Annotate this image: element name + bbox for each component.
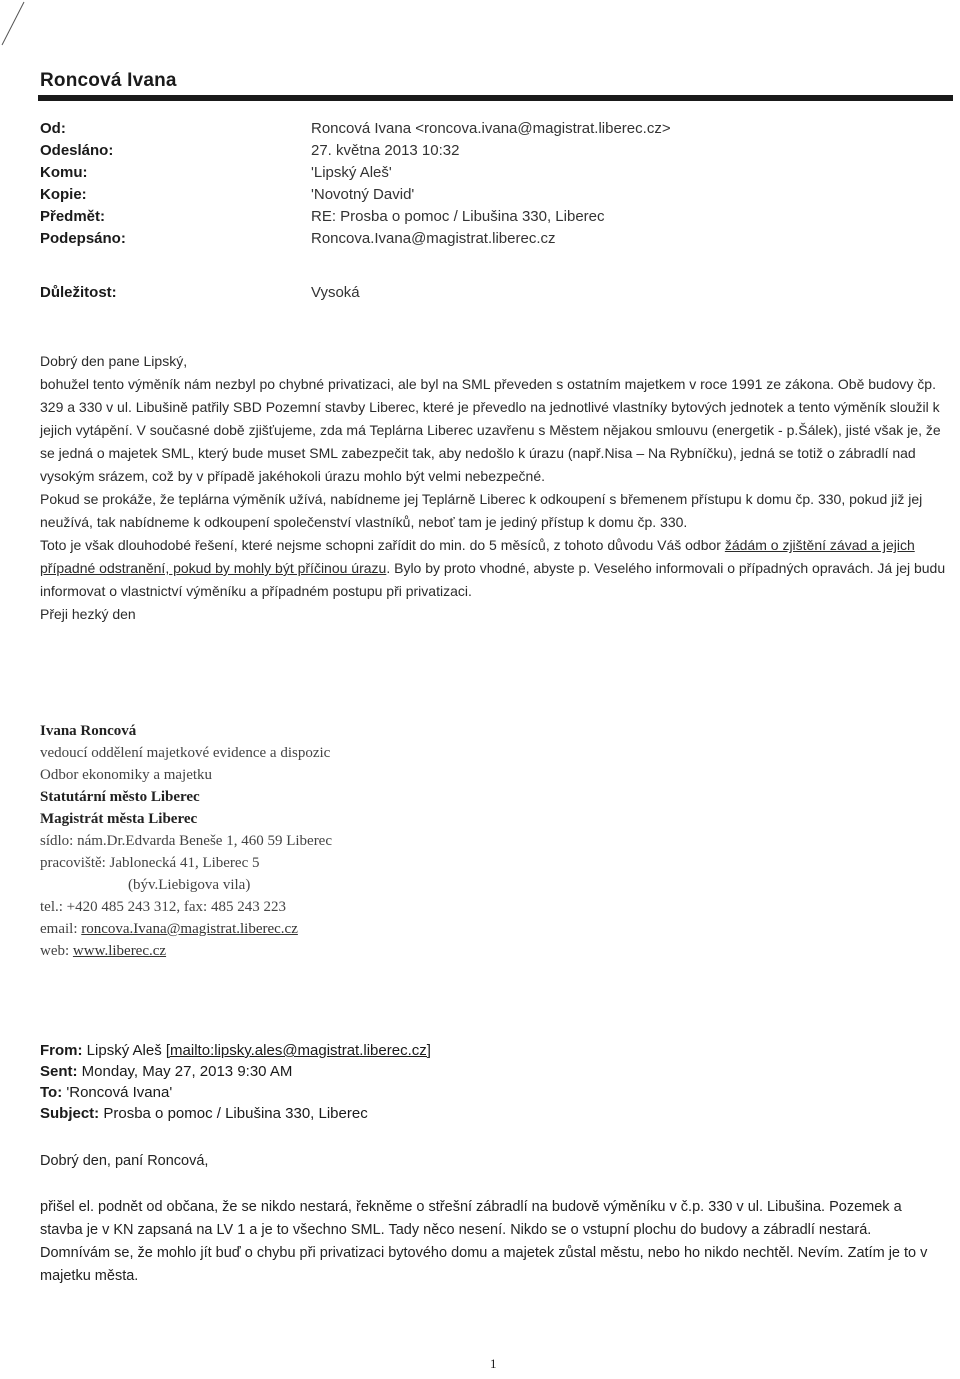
forwarded-header	[40, 1040, 940, 1124]
from-value: Lipský Aleš	[86, 1042, 162, 1059]
reply-greeting: Dobrý den pane Lipský,	[40, 353, 188, 369]
subject-label: Subject:	[40, 1105, 100, 1122]
header-value: Vysoká	[311, 284, 360, 301]
sent-value: Monday, May 27, 2013 9:30 AM	[81, 1063, 293, 1080]
signature-workplace-note: (býv.Liebigova vila)	[128, 877, 251, 893]
forwarded-sent	[40, 1061, 940, 1082]
to-label: To:	[40, 1084, 63, 1101]
from-label: From:	[40, 1042, 83, 1059]
header-label: Předmět:	[40, 208, 106, 225]
reply-closing: Přeji hezký den	[40, 606, 136, 622]
header-row-to	[40, 164, 940, 186]
paragraph-3-end: . Bylo by proto vhodné, abyste p. Veselého informovali o případných opravách. Já jej budu informovat o vlastnictví výměníku a případném postupu při privatizaci.	[40, 560, 946, 599]
header-label: Od:	[40, 120, 66, 137]
email-label: email:	[40, 921, 78, 937]
signature-city: Statutární město Liberec	[40, 789, 200, 805]
signature-name: Ivana Roncová	[40, 723, 137, 739]
header-row-signed	[40, 230, 940, 252]
web-link[interactable]: www.liberec.cz	[72, 943, 167, 959]
header-label: Podepsáno:	[40, 230, 126, 247]
from-mailto-link[interactable]: [mailto:lipsky.ales@magistrat.liberec.cz]	[165, 1042, 431, 1059]
header-row-sent	[40, 142, 940, 164]
forwarded-to	[40, 1082, 940, 1103]
reply-body	[40, 350, 958, 626]
header-value: 'Novotný David'	[311, 186, 415, 203]
signature-position: vedoucí oddělení majetkové evidence a dispozic	[40, 745, 331, 761]
header-row-subject	[40, 208, 940, 230]
signature-web-line	[40, 940, 640, 962]
signature-workplace: pracoviště: Jablonecká 41, Liberec 5	[40, 855, 260, 871]
email-link[interactable]: roncova.Ivana@magistrat.liberec.cz	[81, 921, 298, 937]
header-value: Roncova.Ivana@magistrat.liberec.cz	[311, 230, 556, 247]
header-row-from	[40, 120, 940, 142]
signature-email-line	[40, 918, 640, 940]
sent-label: Sent:	[40, 1063, 78, 1080]
forwarded-paragraph: přišel el. podnět od občana, že se nikdo nestará, řekněme o střešní zábradlí na budově výměníku v č.p. 330 v ul. Libušina. Pozemek a stavba je v KN zapsaná na LV 1 a je to všechno SML. Tady něco nesení. Nikdo se o vstupní plochu do budovy a zábradlí nestará. Domnívám se, že mohlo jít buď o chybu při privatizaci bytového domu a majetek zůstal městu, nebo ho nikdo nechtěl. Nevím. Zatím je to v majetku města.	[40, 1199, 928, 1284]
forwarded-greeting: Dobrý den, paní Roncová,	[40, 1153, 209, 1169]
sender-name: Roncová Ivana	[40, 70, 177, 91]
paragraph-3-start: Toto je však dlouhodobé řešení, které nejsme schopni zařídit do min. do 5 měsíců, z tohoto důvodu Váš odbor	[40, 537, 725, 553]
forwarded-subject	[40, 1103, 940, 1124]
header-row-cc	[40, 186, 940, 208]
header-row-importance	[40, 284, 940, 306]
signature-address: sídlo: nám.Dr.Edvarda Beneše 1, 460 59 Liberec	[40, 833, 333, 849]
reply-paragraph-2: Pokud se prokáže, že teplárna výměník užívá, nabídneme jej Teplárně Liberec k odkoupení s břemenem přístupu k domu čp. 330, pokud již jej neužívá, tak nabídneme k odkoupení společenství vlastníků, neboť tam je jediný přístup k domu čp. 330.	[40, 491, 923, 530]
header-value: 'Lipský Aleš'	[311, 164, 392, 181]
header-rule	[38, 95, 953, 101]
header-label: Důležitost:	[40, 284, 117, 301]
header-label: Kopie:	[40, 186, 87, 203]
header-label: Odesláno:	[40, 142, 114, 159]
header-label: Komu:	[40, 164, 88, 181]
scan-corner-mark	[0, 0, 40, 48]
page-number: 1	[490, 1356, 497, 1371]
signature-office: Magistrát města Liberec	[40, 811, 198, 827]
signature-block	[40, 720, 640, 962]
to-value: 'Roncová Ivana'	[66, 1084, 173, 1101]
header-value: Roncová Ivana <roncova.ivana@magistrat.liberec.cz>	[311, 120, 671, 137]
subject-value: Prosba o pomoc / Libušina 330, Liberec	[103, 1105, 368, 1122]
reply-paragraph-3	[40, 534, 958, 603]
signature-phone: tel.: +420 485 243 312, fax: 485 243 223	[40, 899, 286, 915]
forwarded-from	[40, 1040, 940, 1061]
underlined-request: žádám o zjištění závad a jejich případné odstranění, pokud by mohly být příčinou úrazu	[40, 537, 915, 576]
signature-department: Odbor ekonomiky a majetku	[40, 767, 213, 783]
header-value: 27. května 2013 10:32	[311, 142, 460, 159]
web-label: web:	[40, 943, 70, 959]
header-value: RE: Prosba o pomoc / Libušina 330, Liberec	[311, 208, 605, 225]
reply-paragraph-1: bohužel tento výměník nám nezbyl po chybné privatizaci, ale byl na SML převeden s ostatním majetkem v roce 1991 ze zákona. Obě budovy čp. 329 a 330 v ul. Libušině patřily SBD Pozemní stavby Liberec, které je převedlo na jednotlivé vlastníky bytových jednotek a tento výměník sloužil k jejich vytápění. V současné době zjišťujeme, zda má Teplárna Liberec uzavřenu s Městem nějakou smlouvu (energetik - p.Šálek), jisté však je, že se jedná o majetek SML, který bude muset SML zabezpečit tak, aby nedošlo k úrazu (např.Nisa – Na Rybníčku), jedná se totiž o zábradlí nad vysokým srázem, což by v případě jakéhokoli úrazu mohlo být velmi nebezpečné.	[40, 376, 941, 484]
